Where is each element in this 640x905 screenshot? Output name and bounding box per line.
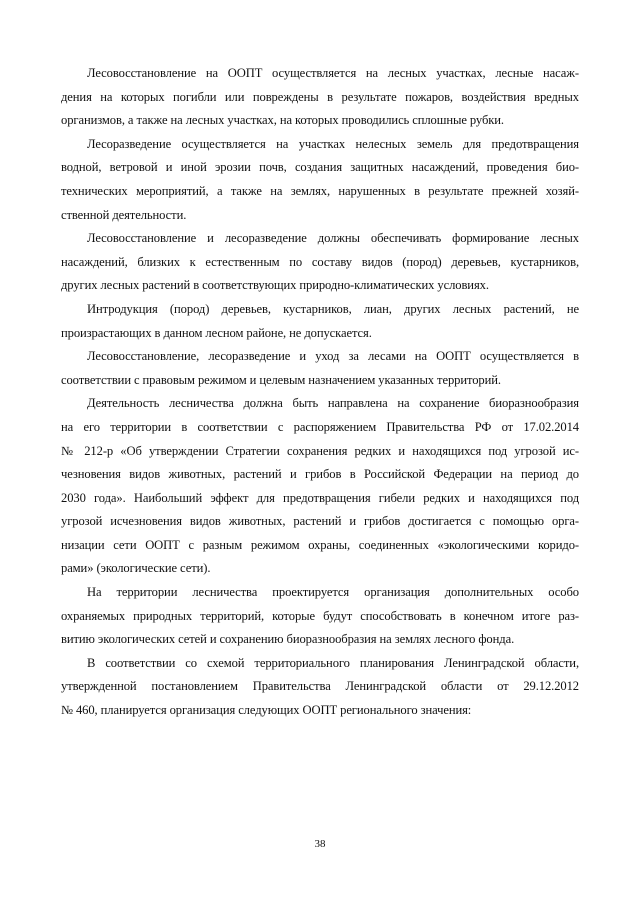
text-line: Лесовосстановление и лесоразведение должны обеспечивать формирование лесных xyxy=(87,231,579,246)
text-line: рами» (экологические сети). xyxy=(61,561,211,576)
text-line: В соответствии со схемой территориального планирования Ленинградской области, xyxy=(87,655,579,670)
text-line: соответствии с правовым режимом и целевым назначением указанных территорий. xyxy=(61,372,501,387)
text-line: ственной деятельности. xyxy=(61,207,187,222)
text-line: насаждений, близких к естественным по составу видов (пород) деревьев, кустарников, xyxy=(61,254,579,269)
text-line: витию экологических сетей и сохранению биоразнообразия на землях лесного фонда. xyxy=(61,632,515,647)
text-line: Лесоразведение осуществляется на участках нелесных земель для предотвращения xyxy=(87,136,579,151)
paragraph xyxy=(61,392,579,581)
text-line: утвержденной постановлением Правительства Ленинградской области от 29.12.2012 xyxy=(61,679,579,694)
text-line: охраняемых природных территорий, которые будут способствовать в конечном итоге раз- xyxy=(61,608,579,623)
text-line: Лесовосстановление, лесоразведение и уход за лесами на ООПТ осуществляется в xyxy=(87,349,579,364)
paragraph xyxy=(61,581,579,652)
text-line: Лесовосстановление на ООПТ осуществляется на лесных участках, лесные насаж- xyxy=(87,66,579,80)
document-body xyxy=(61,62,579,723)
text-line: 2030 года». Наибольший эффект для предотвращения гибели редких и находящихся под xyxy=(61,490,579,505)
text-line: на его территории в соответствии с распоряжением Правительства РФ от 17.02.2014 xyxy=(61,419,579,434)
text-line: дения на которых погибли или повреждены в результате пожаров, воздействия вредных xyxy=(61,89,579,104)
paragraph xyxy=(61,62,579,133)
text-line: водной, ветровой и иной эрозии почв, создания защитных насаждений, проведения био- xyxy=(61,160,579,175)
text-line: угрозой исчезновения видов животных, растений и грибов достигается с помощью орга- xyxy=(61,514,579,529)
text-line: технических мероприятий, а также на землях, нарушенных в результате прежней хозяй- xyxy=(61,183,579,198)
paragraph xyxy=(61,227,579,298)
text-line: произрастающих в данном лесном районе, не допускается. xyxy=(61,325,372,340)
paragraph xyxy=(61,298,579,345)
text-line: № 460, планируется организация следующих ООПТ регионального значения: xyxy=(61,703,472,718)
text-line: На территории лесничества проектируется организация дополнительных особо xyxy=(87,585,579,600)
text-line: Интродукция (пород) деревьев, кустарников, лиан, других лесных растений, не xyxy=(87,301,579,316)
paragraph xyxy=(61,652,579,723)
text-line: Деятельность лесничества должна быть направлена на сохранение биоразнообразия xyxy=(87,396,579,411)
text-line: других лесных растений в соответствующих природно-климатических условиях. xyxy=(61,278,489,293)
text-line: низации сети ООПТ с разным режимом охраны, соединенных «экологическими коридо- xyxy=(61,537,579,552)
paragraph xyxy=(61,345,579,392)
text-line: организмов, а также на лесных участках, на которых проводились сплошные рубки. xyxy=(61,113,504,128)
paragraph xyxy=(61,133,579,227)
text-line: чезновения видов животных, растений и грибов в Российской Федерации на период до xyxy=(61,467,579,482)
page-number: 38 xyxy=(314,838,326,850)
text-line: № 212-р «Об утверждении Стратегии сохранения редких и находящихся под угрозой ис- xyxy=(61,443,579,458)
